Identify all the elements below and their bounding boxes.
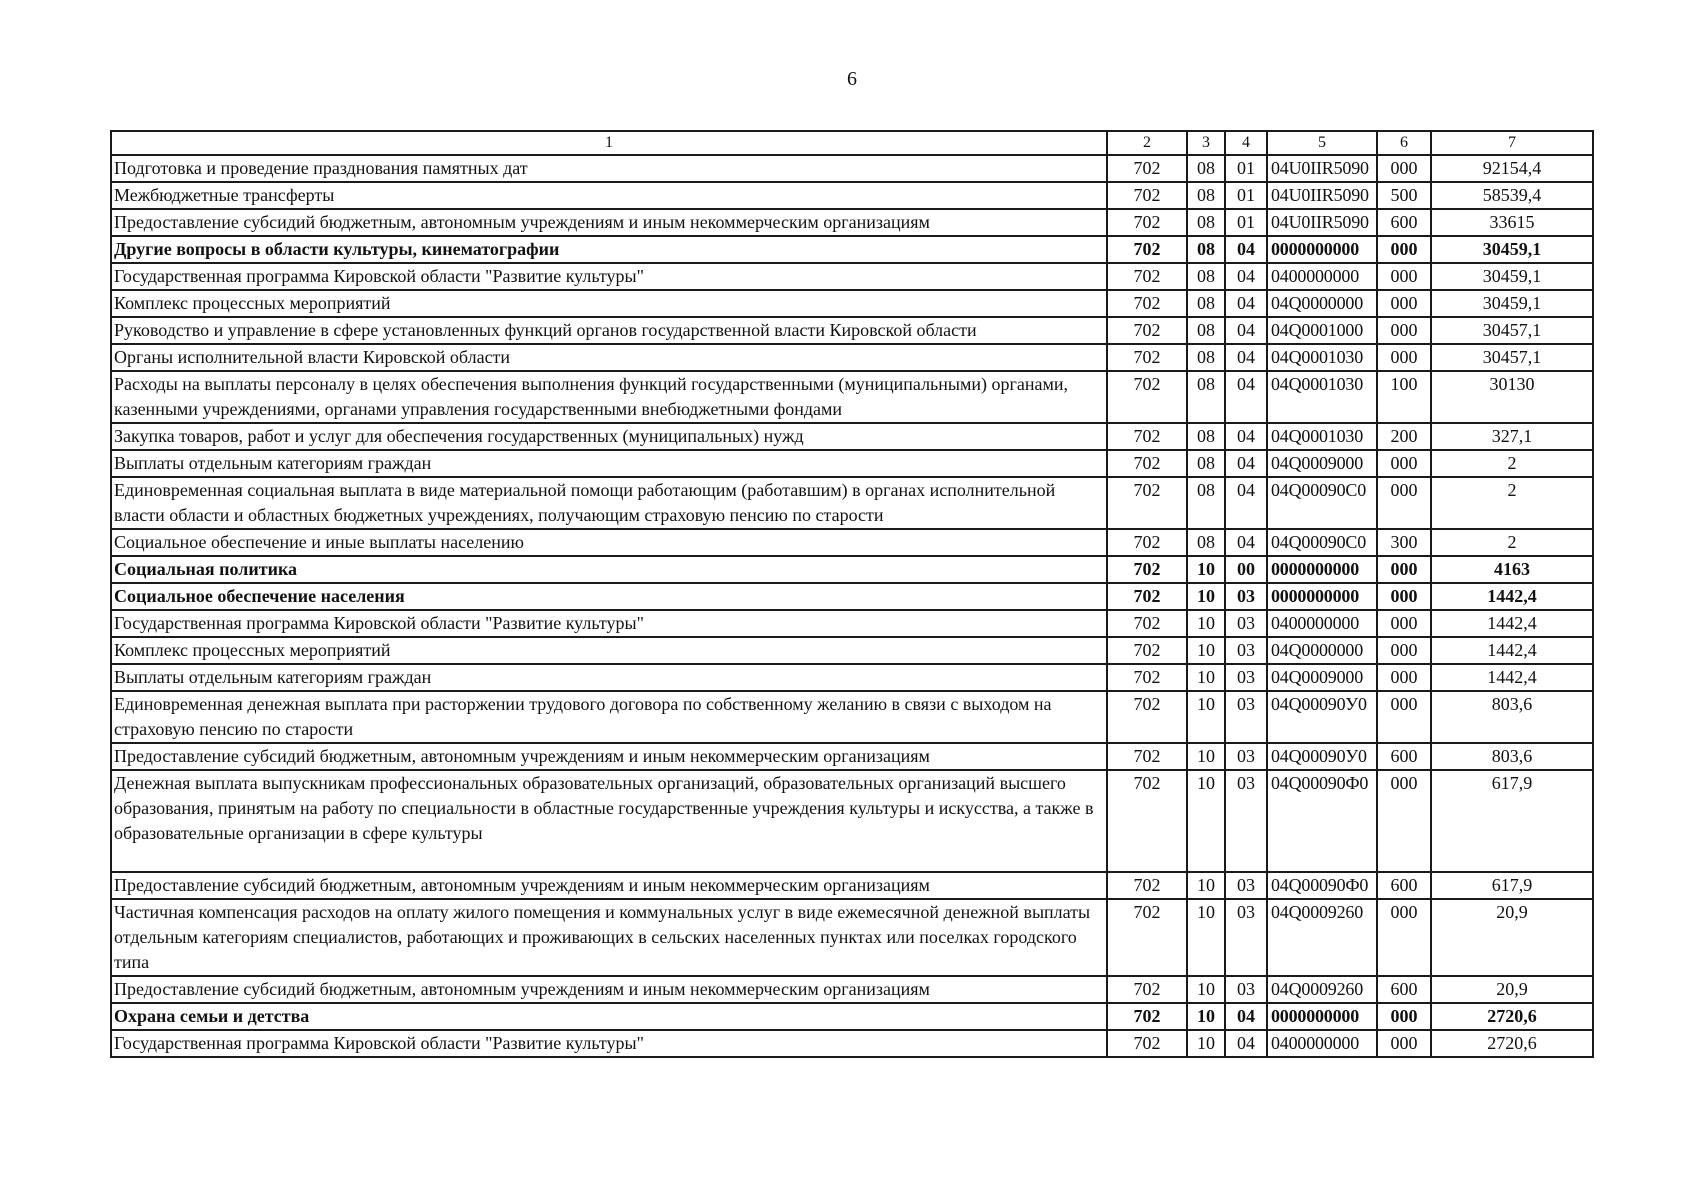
cell-expense-type: 000 [1377,236,1431,263]
table-row [111,182,1593,209]
cell-subsection: 03 [1225,872,1267,899]
cell-subsection: 04 [1225,423,1267,450]
table-body [111,155,1593,1057]
page-number: 6 [847,68,857,90]
cell-subsection: 03 [1225,976,1267,1003]
cell-amount: 30459,1 [1431,236,1593,263]
cell-expense-type: 100 [1377,371,1431,423]
cell-target-article: 0400000000 [1267,1030,1377,1057]
cell-amount: 1442,4 [1431,637,1593,664]
cell-subsection: 04 [1225,477,1267,529]
cell-target-article: 04Q0009260 [1267,976,1377,1003]
cell-amount: 20,9 [1431,976,1593,1003]
cell-expense-type: 000 [1377,1030,1431,1057]
cell-expense-type: 600 [1377,743,1431,770]
cell-target-article: 04Q0001030 [1267,371,1377,423]
table-row [111,529,1593,556]
column-header: 2 [1107,131,1187,155]
cell-name: Комплекс процессных мероприятий [111,637,1107,664]
cell-admin-code: 702 [1107,583,1187,610]
cell-amount: 617,9 [1431,872,1593,899]
cell-section: 10 [1187,691,1225,743]
table-row [111,637,1593,664]
table-row [111,1003,1593,1030]
cell-name: Подготовка и проведение празднования памятных дат [111,155,1107,182]
cell-amount: 803,6 [1431,691,1593,743]
cell-name: Расходы на выплаты персоналу в целях обеспечения выполнения функций государственными (муниципальными) органами, казенными учреждениями, органами управления государственными внебюджетными фондами [111,371,1107,423]
cell-section: 10 [1187,770,1225,872]
cell-section: 10 [1187,610,1225,637]
cell-name: Государственная программа Кировской области "Развитие культуры" [111,1030,1107,1057]
table-row [111,423,1593,450]
cell-target-article: 0400000000 [1267,610,1377,637]
cell-admin-code: 702 [1107,976,1187,1003]
cell-admin-code: 702 [1107,899,1187,976]
cell-name: Предоставление субсидий бюджетным, автономным учреждениям и иным некоммерческим организациям [111,209,1107,236]
cell-subsection: 03 [1225,583,1267,610]
cell-admin-code: 702 [1107,477,1187,529]
cell-name: Выплаты отдельным категориям граждан [111,664,1107,691]
cell-admin-code: 702 [1107,317,1187,344]
cell-amount: 2720,6 [1431,1030,1593,1057]
cell-amount: 58539,4 [1431,182,1593,209]
cell-name: Единовременная социальная выплата в виде материальной помощи работающим (работавшим) в органах исполнительной власти области и областных бюджетных учреждениях, получающим страховую пенсию по старости [111,477,1107,529]
cell-name: Предоставление субсидий бюджетным, автономным учреждениям и иным некоммерческим организациям [111,872,1107,899]
cell-name: Предоставление субсидий бюджетным, автономным учреждениям и иным некоммерческим организациям [111,976,1107,1003]
cell-expense-type: 000 [1377,637,1431,664]
column-header: 3 [1187,131,1225,155]
cell-amount: 30459,1 [1431,263,1593,290]
cell-target-article: 04Q0009000 [1267,450,1377,477]
cell-section: 08 [1187,529,1225,556]
cell-expense-type: 000 [1377,263,1431,290]
cell-target-article: 04Q00090У0 [1267,743,1377,770]
column-header: 1 [111,131,1107,155]
cell-admin-code: 702 [1107,556,1187,583]
table-row [111,743,1593,770]
cell-admin-code: 702 [1107,423,1187,450]
column-header: 6 [1377,131,1431,155]
cell-name: Выплаты отдельным категориям граждан [111,450,1107,477]
cell-amount: 2 [1431,529,1593,556]
cell-admin-code: 702 [1107,450,1187,477]
cell-target-article: 04Q0000000 [1267,637,1377,664]
cell-target-article: 04U0IIR5090 [1267,209,1377,236]
table-row [111,209,1593,236]
cell-expense-type: 000 [1377,556,1431,583]
cell-amount: 4163 [1431,556,1593,583]
cell-section: 08 [1187,209,1225,236]
cell-section: 08 [1187,344,1225,371]
cell-target-article: 0000000000 [1267,236,1377,263]
cell-section: 08 [1187,236,1225,263]
cell-admin-code: 702 [1107,691,1187,743]
cell-admin-code: 702 [1107,872,1187,899]
cell-amount: 30457,1 [1431,317,1593,344]
cell-subsection: 03 [1225,637,1267,664]
cell-expense-type: 000 [1377,691,1431,743]
cell-target-article: 0000000000 [1267,583,1377,610]
cell-target-article: 04Q0009260 [1267,899,1377,976]
cell-admin-code: 702 [1107,637,1187,664]
cell-expense-type: 000 [1377,155,1431,182]
cell-target-article: 04Q00090Ф0 [1267,770,1377,872]
cell-section: 08 [1187,317,1225,344]
cell-subsection: 04 [1225,1003,1267,1030]
cell-subsection: 03 [1225,691,1267,743]
cell-target-article: 04Q0001030 [1267,423,1377,450]
cell-section: 10 [1187,1030,1225,1057]
cell-target-article: 04Q0000000 [1267,290,1377,317]
cell-admin-code: 702 [1107,236,1187,263]
cell-expense-type: 000 [1377,664,1431,691]
cell-expense-type: 600 [1377,209,1431,236]
cell-subsection: 03 [1225,743,1267,770]
cell-admin-code: 702 [1107,290,1187,317]
cell-amount: 20,9 [1431,899,1593,976]
cell-amount: 617,9 [1431,770,1593,872]
cell-section: 10 [1187,664,1225,691]
cell-amount: 30130 [1431,371,1593,423]
cell-subsection: 03 [1225,664,1267,691]
cell-expense-type: 000 [1377,1003,1431,1030]
cell-name: Предоставление субсидий бюджетным, автономным учреждениям и иным некоммерческим организациям [111,743,1107,770]
cell-expense-type: 000 [1377,344,1431,371]
table-row [111,155,1593,182]
cell-name: Денежная выплата выпускникам профессиональных образовательных организаций, образовательных организаций высшего образования, принятым на работу по специальности в областные государственные учреждения культуры и искусства, а также в образовательные организации в сфере культуры [111,770,1107,872]
cell-amount: 30459,1 [1431,290,1593,317]
cell-target-article: 04Q0001030 [1267,344,1377,371]
cell-target-article: 04Q0009000 [1267,664,1377,691]
cell-amount: 2 [1431,477,1593,529]
cell-admin-code: 702 [1107,743,1187,770]
cell-name: Государственная программа Кировской области "Развитие культуры" [111,610,1107,637]
cell-expense-type: 000 [1377,450,1431,477]
table-row [111,556,1593,583]
cell-expense-type: 000 [1377,770,1431,872]
cell-subsection: 01 [1225,182,1267,209]
cell-name: Органы исполнительной власти Кировской области [111,344,1107,371]
cell-admin-code: 702 [1107,770,1187,872]
cell-amount: 2 [1431,450,1593,477]
table-row [111,317,1593,344]
cell-section: 10 [1187,743,1225,770]
cell-section: 10 [1187,556,1225,583]
cell-admin-code: 702 [1107,182,1187,209]
cell-name: Единовременная денежная выплата при расторжении трудового договора по собственному желанию в связи с выходом на страховую пенсию по старости [111,691,1107,743]
cell-expense-type: 000 [1377,477,1431,529]
cell-name: Межбюджетные трансферты [111,182,1107,209]
cell-subsection: 04 [1225,371,1267,423]
table-row [111,290,1593,317]
cell-name: Закупка товаров, работ и услуг для обеспечения государственных (муниципальных) нужд [111,423,1107,450]
cell-subsection: 01 [1225,209,1267,236]
cell-target-article: 04Q00090У0 [1267,691,1377,743]
cell-amount: 2720,6 [1431,1003,1593,1030]
cell-subsection: 03 [1225,899,1267,976]
table-row [111,371,1593,423]
cell-subsection: 04 [1225,344,1267,371]
cell-admin-code: 702 [1107,344,1187,371]
cell-target-article: 04U0IIR5090 [1267,155,1377,182]
cell-admin-code: 702 [1107,263,1187,290]
cell-subsection: 04 [1225,290,1267,317]
table-row [111,691,1593,743]
cell-section: 10 [1187,899,1225,976]
cell-subsection: 03 [1225,770,1267,872]
cell-amount: 803,6 [1431,743,1593,770]
budget-table [110,130,1594,1058]
cell-amount: 327,1 [1431,423,1593,450]
cell-expense-type: 000 [1377,290,1431,317]
cell-expense-type: 300 [1377,529,1431,556]
cell-section: 08 [1187,182,1225,209]
cell-section: 08 [1187,290,1225,317]
cell-admin-code: 702 [1107,209,1187,236]
cell-subsection: 00 [1225,556,1267,583]
cell-section: 08 [1187,450,1225,477]
cell-admin-code: 702 [1107,664,1187,691]
cell-name: Охрана семьи и детства [111,1003,1107,1030]
cell-subsection: 04 [1225,529,1267,556]
column-header: 7 [1431,131,1593,155]
cell-target-article: 0000000000 [1267,556,1377,583]
cell-admin-code: 702 [1107,1003,1187,1030]
cell-subsection: 04 [1225,317,1267,344]
cell-name: Частичная компенсация расходов на оплату жилого помещения и коммунальных услуг в виде ежемесячной денежной выплаты отдельным категориям специалистов, работающих и проживающих в сельских населенных пунктах или поселках городского типа [111,899,1107,976]
table-row [111,664,1593,691]
table-row [111,450,1593,477]
table-row [111,344,1593,371]
cell-target-article: 04Q00090C0 [1267,477,1377,529]
cell-subsection: 01 [1225,155,1267,182]
cell-section: 08 [1187,263,1225,290]
cell-section: 08 [1187,423,1225,450]
cell-amount: 30457,1 [1431,344,1593,371]
cell-subsection: 03 [1225,610,1267,637]
column-header: 4 [1225,131,1267,155]
cell-admin-code: 702 [1107,1030,1187,1057]
cell-expense-type: 600 [1377,976,1431,1003]
cell-expense-type: 000 [1377,583,1431,610]
cell-section: 10 [1187,872,1225,899]
cell-name: Социальное обеспечение и иные выплаты населению [111,529,1107,556]
cell-expense-type: 600 [1377,872,1431,899]
cell-target-article: 0400000000 [1267,263,1377,290]
cell-section: 10 [1187,1003,1225,1030]
cell-subsection: 04 [1225,1030,1267,1057]
cell-subsection: 04 [1225,450,1267,477]
cell-amount: 33615 [1431,209,1593,236]
cell-target-article: 0000000000 [1267,1003,1377,1030]
cell-target-article: 04U0IIR5090 [1267,182,1377,209]
cell-admin-code: 702 [1107,610,1187,637]
cell-name: Социальное обеспечение населения [111,583,1107,610]
cell-expense-type: 000 [1377,899,1431,976]
cell-name: Комплекс процессных мероприятий [111,290,1107,317]
table-row [111,236,1593,263]
cell-section: 08 [1187,155,1225,182]
cell-expense-type: 000 [1377,317,1431,344]
cell-target-article: 04Q00090Ф0 [1267,872,1377,899]
column-header: 5 [1267,131,1377,155]
cell-amount: 1442,4 [1431,664,1593,691]
cell-section: 10 [1187,976,1225,1003]
cell-name: Другие вопросы в области культуры, кинематографии [111,236,1107,263]
cell-target-article: 04Q0001000 [1267,317,1377,344]
table-row [111,872,1593,899]
cell-admin-code: 702 [1107,371,1187,423]
table-row [111,1030,1593,1057]
cell-expense-type: 000 [1377,610,1431,637]
cell-name: Руководство и управление в сфере установленных функций органов государственной власти Кировской области [111,317,1107,344]
table-row [111,899,1593,976]
table-row [111,976,1593,1003]
table-row [111,477,1593,529]
table-header-row [111,131,1593,155]
cell-section: 08 [1187,371,1225,423]
cell-amount: 1442,4 [1431,610,1593,637]
table-row [111,770,1593,872]
cell-expense-type: 200 [1377,423,1431,450]
cell-admin-code: 702 [1107,529,1187,556]
cell-section: 10 [1187,637,1225,664]
cell-subsection: 04 [1225,263,1267,290]
cell-target-article: 04Q00090C0 [1267,529,1377,556]
table-row [111,263,1593,290]
cell-amount: 1442,4 [1431,583,1593,610]
cell-subsection: 04 [1225,236,1267,263]
table-row [111,583,1593,610]
cell-expense-type: 500 [1377,182,1431,209]
cell-name: Социальная политика [111,556,1107,583]
cell-section: 10 [1187,583,1225,610]
cell-section: 08 [1187,477,1225,529]
cell-amount: 92154,4 [1431,155,1593,182]
cell-name: Государственная программа Кировской области "Развитие культуры" [111,263,1107,290]
cell-admin-code: 702 [1107,155,1187,182]
table-row [111,610,1593,637]
